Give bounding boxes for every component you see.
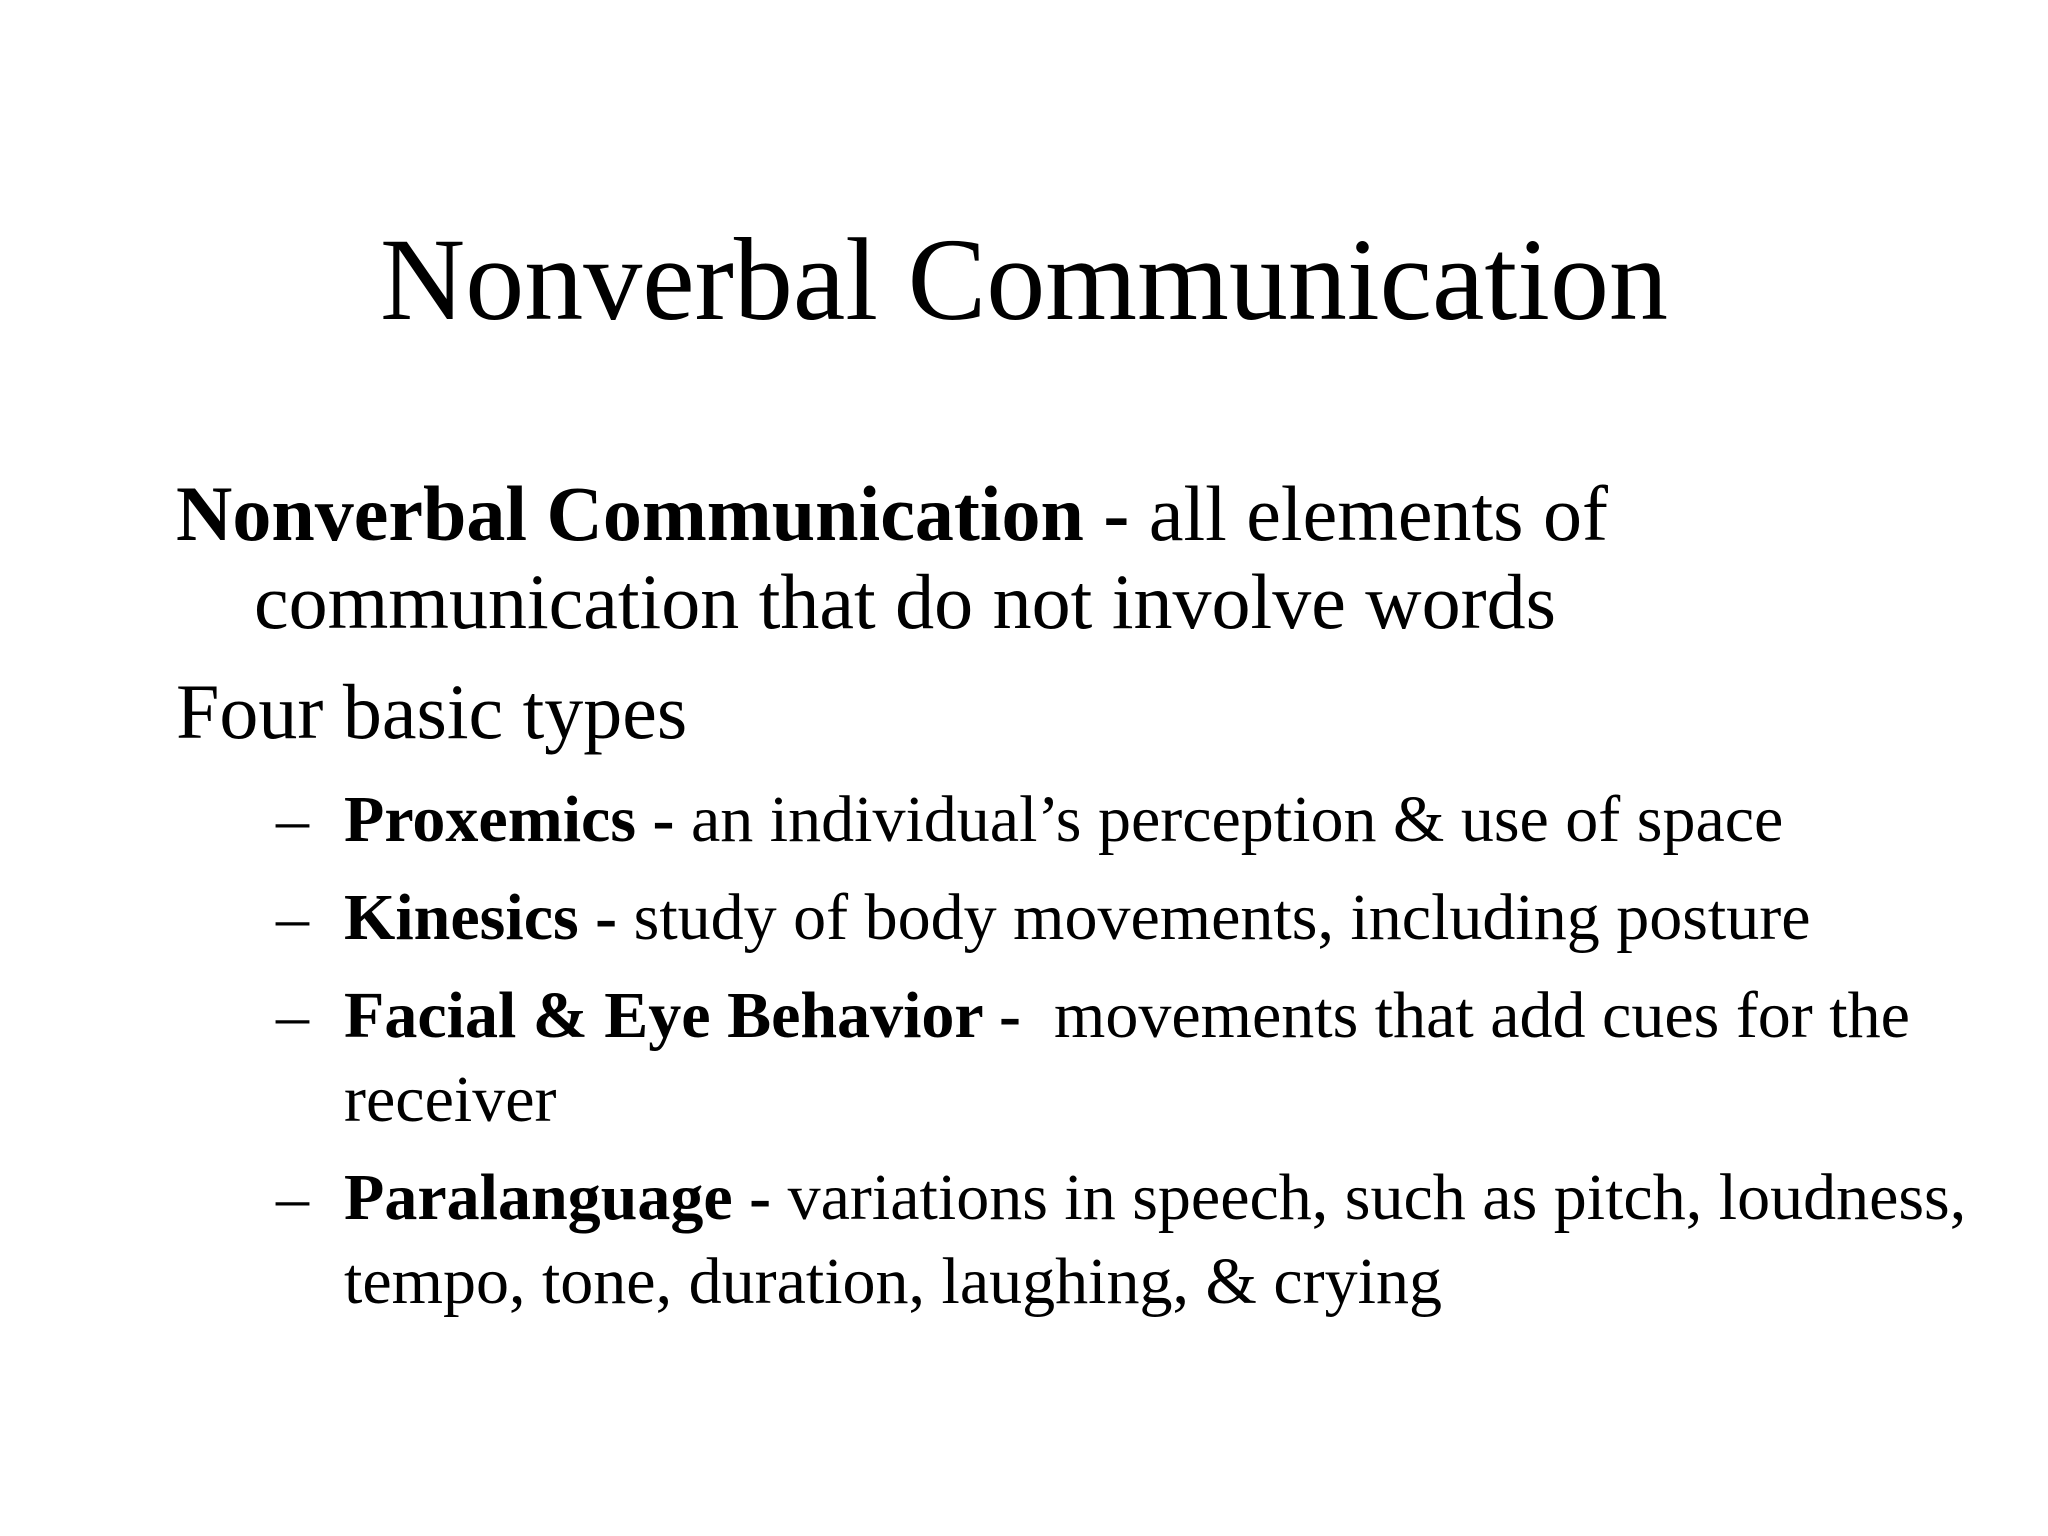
dash-bullet: – [276, 783, 309, 856]
type-term: Paralanguage - [344, 1161, 772, 1234]
list-item-facial-eye-behavior [176, 974, 2016, 1142]
definition-paragraph [176, 470, 2016, 646]
list-item-paralanguage [176, 1156, 2016, 1324]
definition-text: all elements of communication that do not involve words [254, 470, 1609, 645]
type-text: an individual’s perception & use of space [674, 783, 1784, 856]
type-term: Kinesics - [344, 881, 618, 954]
type-text: study of body movements, including posture [617, 881, 1811, 954]
slide-title: Nonverbal Communication [380, 214, 1668, 345]
dash-bullet: – [276, 1161, 309, 1234]
type-text: movements that add cues for the receiver [344, 979, 1927, 1136]
dash-bullet: – [276, 881, 309, 954]
type-text: variations in speech, such as pitch, loudness, tempo, tone, duration, laughing, & crying [344, 1161, 1967, 1318]
slide-body [176, 470, 2016, 1338]
types-heading: Four basic types [176, 668, 688, 755]
type-term: Facial & Eye Behavior - [344, 979, 1022, 1052]
dash-bullet: – [276, 979, 309, 1052]
list-item-kinesics [176, 876, 2016, 960]
definition-term: Nonverbal Communication - [176, 470, 1130, 557]
types-list [176, 778, 2016, 1324]
list-item-proxemics [176, 778, 2016, 862]
type-term: Proxemics - [344, 783, 675, 856]
